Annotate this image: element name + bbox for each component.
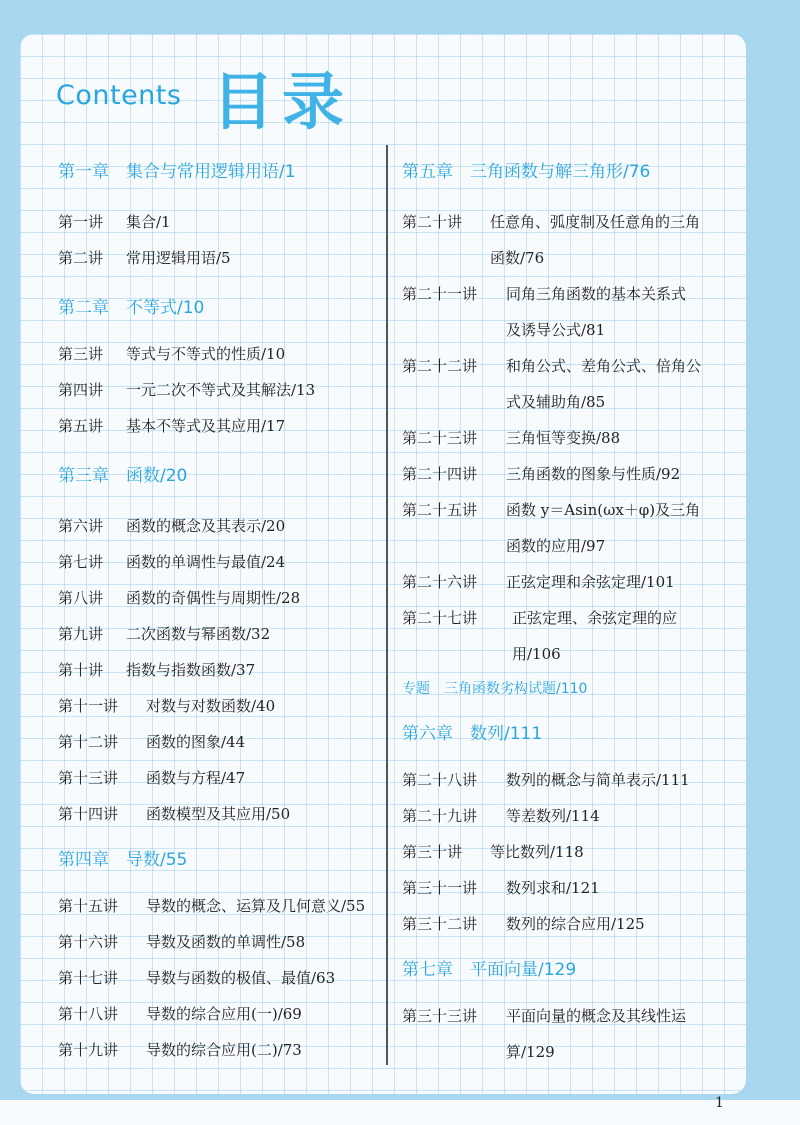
lecture-title: 函数的单调性与最值/24 xyxy=(126,553,286,571)
lecture-title: 数列的概念与简单表示/111 xyxy=(506,771,690,789)
toc-entry[interactable] xyxy=(58,372,378,408)
toc-entry[interactable] xyxy=(402,906,732,942)
toc-entry[interactable] xyxy=(58,996,378,1032)
lecture-number: 第十八讲 xyxy=(58,1005,119,1023)
lecture-title: 对数与对数函数/40 xyxy=(146,697,276,715)
toc-entry[interactable] xyxy=(58,888,378,924)
lecture-number: 第二十讲 xyxy=(402,213,463,231)
lecture-title: 导数的概念、运算及几何意义/55 xyxy=(146,897,366,915)
lecture-title: 指数与指数函数/37 xyxy=(126,661,256,679)
lecture-title: 函数的图象/44 xyxy=(146,733,246,751)
lecture-number: 第五讲 xyxy=(58,417,104,435)
toc-entry[interactable] xyxy=(402,276,732,348)
chapter-1-heading[interactable]: 第一章 集合与常用逻辑用语/1 xyxy=(58,162,296,182)
chapter-2-heading[interactable]: 第二章 不等式/10 xyxy=(58,298,205,318)
lecture-title: 基本不等式及其应用/17 xyxy=(126,417,286,435)
lecture-title: 一元二次不等式及其解法/13 xyxy=(126,381,316,399)
column-divider xyxy=(386,145,388,1065)
lecture-number: 第二十一讲 xyxy=(402,285,478,303)
lecture-title: 等式与不等式的性质/10 xyxy=(126,345,286,363)
lecture-title-line-1: 函数 y＝Asin(ωx＋φ)及三角 xyxy=(506,501,701,519)
lecture-title: 导数的综合应用(一)/69 xyxy=(146,1005,302,1023)
lecture-number: 第八讲 xyxy=(58,589,104,607)
mulu-heading: 目录 xyxy=(212,65,353,138)
chapter-3-heading[interactable]: 第三章 函数/20 xyxy=(58,466,188,486)
toc-entry[interactable] xyxy=(402,204,732,276)
lecture-number: 第二十八讲 xyxy=(402,771,478,789)
lecture-title-line-2: 函数的应用/97 xyxy=(506,537,606,555)
contents-heading: Contents xyxy=(56,80,182,111)
chapter-6-heading[interactable]: 第六章 数列/111 xyxy=(402,724,543,744)
chapter-5-heading[interactable]: 第五章 三角函数与解三角形/76 xyxy=(402,162,651,182)
lecture-title: 三角恒等变换/88 xyxy=(506,429,621,447)
left-column xyxy=(58,158,378,1068)
lecture-title-line-1: 任意角、弧度制及任意角的三角 xyxy=(490,213,701,231)
lecture-title-line-2: 算/129 xyxy=(506,1043,555,1061)
toc-entry[interactable] xyxy=(402,564,732,600)
lecture-number: 第二十三讲 xyxy=(402,429,478,447)
lecture-title: 正弦定理和余弦定理/101 xyxy=(506,573,675,591)
toc-entry[interactable] xyxy=(402,870,732,906)
lecture-number: 第二讲 xyxy=(58,249,104,267)
lecture-number: 第二十九讲 xyxy=(402,807,478,825)
lecture-number: 第十五讲 xyxy=(58,897,119,915)
lecture-number: 第三十三讲 xyxy=(402,1007,478,1025)
toc-entry[interactable] xyxy=(58,408,378,444)
right-column xyxy=(402,158,732,1070)
lecture-title: 集合/1 xyxy=(126,213,171,231)
lecture-number: 第二十二讲 xyxy=(402,357,478,375)
toc-entry[interactable] xyxy=(58,760,378,796)
lecture-title: 函数与方程/47 xyxy=(146,769,246,787)
lecture-number: 第二十七讲 xyxy=(402,609,478,627)
toc-entry[interactable] xyxy=(58,796,378,832)
toc-entry[interactable] xyxy=(402,456,732,492)
toc-entry[interactable] xyxy=(58,580,378,616)
lecture-title: 导数的综合应用(二)/73 xyxy=(146,1041,302,1059)
toc-entry[interactable] xyxy=(58,544,378,580)
toc-entry[interactable] xyxy=(58,204,378,240)
lecture-title: 函数的奇偶性与周期性/28 xyxy=(126,589,301,607)
lecture-title: 三角函数的图象与性质/92 xyxy=(506,465,681,483)
toc-entry[interactable] xyxy=(58,688,378,724)
lecture-number: 第四讲 xyxy=(58,381,104,399)
lecture-number: 第七讲 xyxy=(58,553,104,571)
toc-entry[interactable] xyxy=(58,724,378,760)
lecture-title: 等差数列/114 xyxy=(506,807,600,825)
lecture-title-line-2: 式及辅助角/85 xyxy=(506,393,606,411)
toc-entry[interactable] xyxy=(402,798,732,834)
toc-entry[interactable] xyxy=(58,336,378,372)
lecture-number: 第十六讲 xyxy=(58,933,119,951)
toc-entry[interactable] xyxy=(58,924,378,960)
lecture-number: 第十九讲 xyxy=(58,1041,119,1059)
lecture-title: 导数及函数的单调性/58 xyxy=(146,933,306,951)
lecture-title: 函数的概念及其表示/20 xyxy=(126,517,286,535)
toc-entry[interactable] xyxy=(58,960,378,996)
chapter-4-heading[interactable]: 第四章 导数/55 xyxy=(58,850,188,870)
lecture-number: 第二十四讲 xyxy=(402,465,478,483)
lecture-number: 第九讲 xyxy=(58,625,104,643)
lecture-title: 函数模型及其应用/50 xyxy=(146,805,291,823)
lecture-title: 二次函数与幂函数/32 xyxy=(126,625,271,643)
lecture-number: 第十一讲 xyxy=(58,697,119,715)
lecture-number: 第三十二讲 xyxy=(402,915,478,933)
toc-entry[interactable] xyxy=(402,348,732,420)
lecture-number: 第二十六讲 xyxy=(402,573,478,591)
lecture-number: 第三十讲 xyxy=(402,843,463,861)
lecture-number: 第十三讲 xyxy=(58,769,119,787)
lecture-title: 等比数列/118 xyxy=(490,843,584,861)
lecture-number: 第二十五讲 xyxy=(402,501,478,519)
toc-entry[interactable] xyxy=(402,492,732,564)
lecture-title-line-1: 平面向量的概念及其线性运 xyxy=(506,1007,687,1025)
toc-entry[interactable] xyxy=(58,240,378,276)
toc-entry[interactable] xyxy=(58,616,378,652)
lecture-number: 第一讲 xyxy=(58,213,104,231)
lecture-title: 数列的综合应用/125 xyxy=(506,915,645,933)
toc-entry[interactable] xyxy=(402,998,732,1070)
toc-entry[interactable] xyxy=(402,420,732,456)
chapter-7-heading[interactable]: 第七章 平面向量/129 xyxy=(402,960,577,980)
lecture-number: 第六讲 xyxy=(58,517,104,535)
lecture-number: 第十二讲 xyxy=(58,733,119,751)
toc-entry[interactable] xyxy=(58,652,378,688)
lecture-number: 第三十一讲 xyxy=(402,879,478,897)
lecture-number: 第十七讲 xyxy=(58,969,119,987)
lecture-title-line-1: 同角三角函数的基本关系式 xyxy=(506,285,687,303)
toc-entry[interactable] xyxy=(58,1032,378,1068)
lecture-title-line-1: 正弦定理、余弦定理的应 xyxy=(512,609,678,627)
lecture-title: 常用逻辑用语/5 xyxy=(126,249,231,267)
special-topic[interactable]: 专题 三角函数劣构试题/110 xyxy=(402,681,588,697)
lecture-number: 第十四讲 xyxy=(58,805,119,823)
lecture-title-line-2: 及诱导公式/81 xyxy=(506,321,606,339)
lecture-number: 第三讲 xyxy=(58,345,104,363)
page-number: 1 xyxy=(715,1095,724,1111)
toc-entry[interactable] xyxy=(58,508,378,544)
lecture-title-line-2: 用/106 xyxy=(512,645,561,663)
page-bottom xyxy=(0,1100,800,1125)
toc-entry[interactable] xyxy=(402,834,732,870)
lecture-number: 第十讲 xyxy=(58,661,104,679)
lecture-title-line-2: 函数/76 xyxy=(490,249,545,267)
lecture-title-line-1: 和角公式、差角公式、倍角公 xyxy=(506,357,702,375)
lecture-title: 数列求和/121 xyxy=(506,879,600,897)
lecture-title: 导数与函数的极值、最值/63 xyxy=(146,969,336,987)
toc-entry[interactable] xyxy=(402,762,732,798)
toc-entry[interactable] xyxy=(402,600,732,672)
